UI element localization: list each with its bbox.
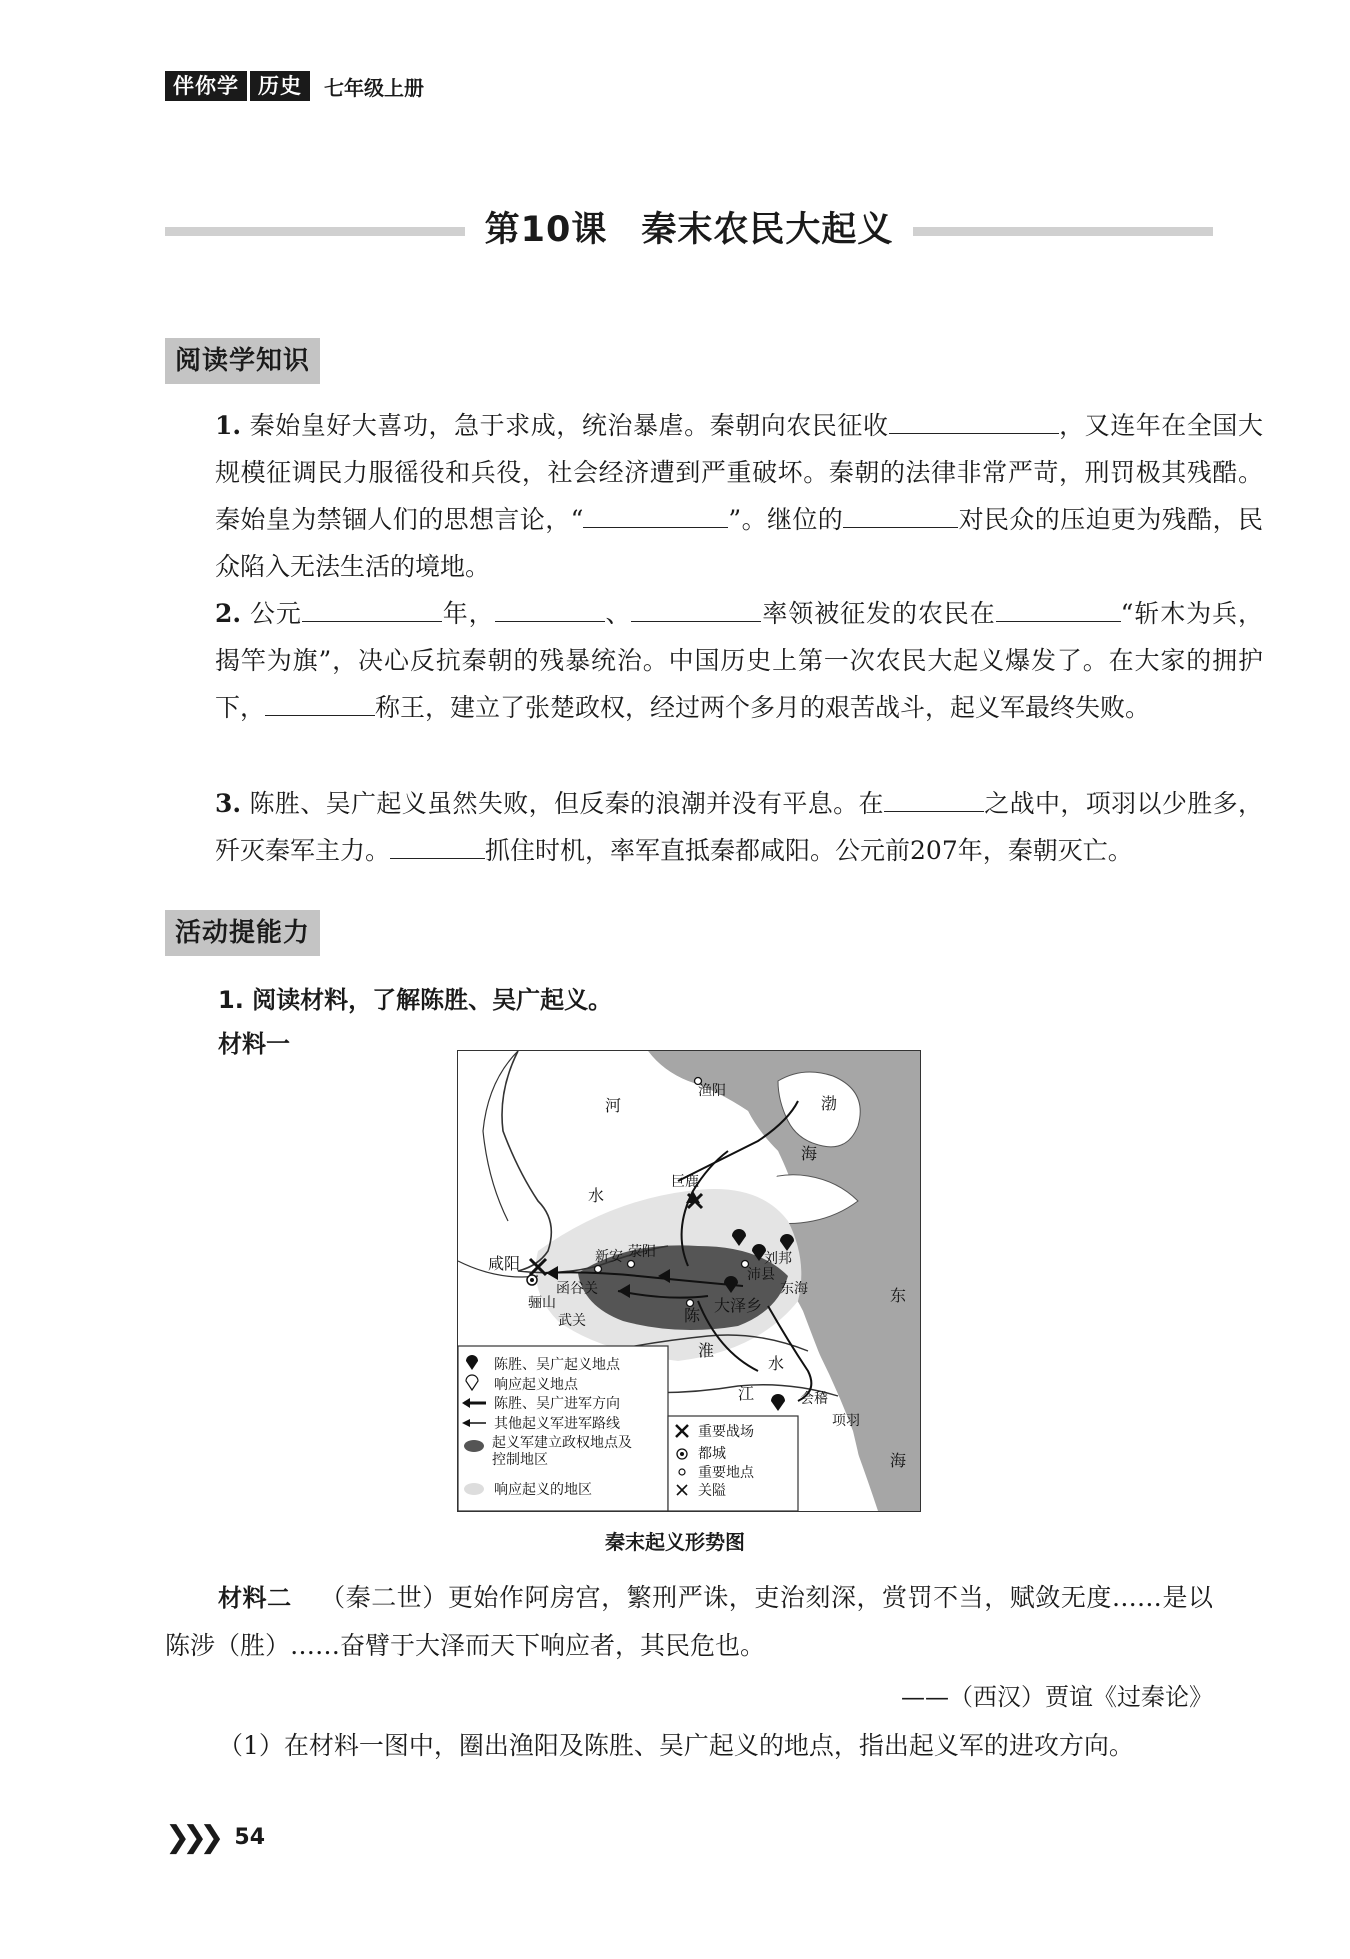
label-shui-2: 水	[768, 1354, 785, 1373]
label-donghai: 东海	[780, 1281, 808, 1297]
activity-q1-title: 1. 阅读材料，了解陈胜、吴广起义。	[218, 986, 613, 1014]
q2-number: 2.	[215, 599, 242, 628]
legend-capital-dot	[680, 1452, 684, 1456]
q1-blank-2[interactable]	[583, 505, 728, 528]
legend2-3: 重要地点	[698, 1465, 754, 1481]
label-yuyang: 渔阳	[698, 1083, 726, 1099]
label-bo: 渤	[821, 1094, 838, 1113]
running-header	[165, 70, 424, 102]
lesson-number: 第10课	[484, 210, 608, 250]
q3-blank-1[interactable]	[884, 789, 984, 812]
legend2-2: 都城	[698, 1446, 726, 1462]
label-lishan: 骊山	[528, 1295, 556, 1311]
label-chen: 陈	[684, 1306, 701, 1325]
legend-4: 其他起义军进军路线	[494, 1416, 620, 1432]
legend2-1: 重要战场	[698, 1424, 754, 1440]
q1-text-d: 对民众的压迫更为残酷，民众陷入无法生活的境地。	[215, 505, 1263, 581]
q1-text-b: ，又连年在全国大规模征调民力服徭役和兵役，社会经济遭到严重破坏。秦朝的法律非常严苛，刑罚极其残酷。秦始皇为禁锢人们的思想言论，“	[215, 411, 1263, 534]
section-activity-header: 活动提能力	[165, 910, 320, 956]
label-xinan: 新安	[595, 1249, 623, 1265]
subject-name: 历史	[250, 71, 310, 101]
uprising-map	[457, 1050, 921, 1512]
lesson-title-row	[165, 205, 1213, 255]
lesson-title	[165, 205, 1213, 255]
map-caption: 秦末起义形势图	[605, 1530, 745, 1554]
q2-text-b: 年，	[441, 599, 495, 628]
grade-label: 七年级上册	[324, 75, 424, 100]
legend-6: 响应起义的地区	[494, 1482, 592, 1498]
lesson-name: 秦末农民大起义	[641, 210, 894, 250]
q3-blank-2[interactable]	[390, 836, 485, 859]
label-hanguguan: 函谷关	[556, 1281, 598, 1297]
q1-text-c: ”。继位的	[728, 505, 844, 534]
q2-text-d: 率领被征发的农民在	[761, 599, 996, 628]
label-shui: 水	[588, 1186, 605, 1205]
label-xingyang: 荥阳	[628, 1244, 656, 1260]
legend-1: 陈胜、吴广起义地点	[494, 1357, 620, 1373]
label-dong: 东	[890, 1286, 907, 1305]
q2-text-c: 、	[604, 599, 632, 628]
question-3	[165, 780, 1263, 874]
q2-text-a: 公元	[249, 599, 302, 628]
q2-blank-2[interactable]	[495, 599, 605, 622]
q1-text-a: 秦始皇好大喜功，急于求成，统治暴虐。秦朝向农民征收	[249, 411, 889, 440]
legend-place-icon	[679, 1469, 685, 1475]
q3-text-c: 抓住时机，率军直抵秦都咸阳。公元前207年，秦朝灭亡。	[485, 836, 1133, 865]
q2-blank-5[interactable]	[265, 693, 375, 716]
q2-text-f: 称王，建立了张楚政权，经过两个多月的艰苦战斗，起义军最终失败。	[375, 693, 1151, 722]
label-hai: 海	[801, 1144, 818, 1163]
q3-text-a: 陈胜、吴广起义虽然失败，但反秦的浪潮并没有平息。在	[249, 789, 884, 818]
q1-blank-1[interactable]	[889, 411, 1059, 434]
book-name: 伴你学	[165, 71, 247, 101]
label-kuaiji: 会稽	[800, 1391, 828, 1407]
label-huai: 淮	[698, 1341, 715, 1360]
legend2-4: 关隘	[698, 1483, 726, 1499]
q2-text-e: “斩木为兵，揭竿为旗”，决心反抗秦朝的残暴统治。中国历史上第一次农民大起义爆发了。在大家的拥护下，	[215, 599, 1263, 722]
legend-3: 陈胜、吴广进军方向	[494, 1396, 620, 1412]
section-reading-header: 阅读学知识	[165, 338, 320, 384]
sub-question-1: （1）在材料一图中，圈出渔阳及陈胜、吴广起义的地点，指出起义军的进攻方向。	[218, 1731, 1134, 1760]
q1-number: 1.	[215, 411, 242, 440]
material-1-label: 材料一	[218, 1030, 290, 1058]
material-2-source: ——（西汉）贾谊《过秦论》	[901, 1683, 1213, 1711]
page-footer	[165, 1820, 265, 1855]
label-he: 河	[605, 1096, 622, 1115]
label-xiangyu: 项羽	[832, 1413, 860, 1429]
map-svg	[458, 1051, 920, 1511]
q2-blank-1[interactable]	[302, 599, 442, 622]
page-number: 54	[234, 1825, 266, 1850]
material-2-text: （秦二世）更始作阿房宫，繁刑严诛，吏治刻深，赏罚不当，赋敛无度……是以陈涉（胜）……奋臂于大泽而天下响应者，其民危也。	[165, 1583, 1213, 1660]
q3-number: 3.	[215, 789, 242, 818]
label-xianyang: 咸阳	[488, 1254, 521, 1273]
material-2-label: 材料二	[218, 1584, 292, 1612]
q2-blank-3[interactable]	[631, 599, 761, 622]
question-2	[165, 590, 1263, 731]
legend-5-wrap	[492, 1435, 632, 1475]
label-jiang: 江	[738, 1384, 755, 1403]
q1-blank-3[interactable]	[843, 505, 958, 528]
legend-2: 响应起义地点	[494, 1377, 578, 1393]
q3-text-b: 之战中，项羽以少胜多，歼灭秦军主力。	[215, 789, 1263, 865]
capital-dot	[530, 1278, 534, 1282]
q2-blank-4[interactable]	[996, 599, 1121, 622]
chevron-icon: ❯❯❯	[165, 1820, 217, 1855]
label-liubang: 刘邦	[764, 1251, 792, 1267]
label-dazexiang: 大泽乡	[714, 1296, 763, 1315]
label-wuguan: 武关	[558, 1313, 586, 1329]
question-1	[165, 402, 1263, 590]
label-hai-2: 海	[890, 1451, 907, 1470]
label-peixian: 沛县	[747, 1267, 775, 1283]
material-2	[165, 1574, 1213, 1669]
label-julu: 巨鹿	[671, 1174, 699, 1190]
legend-5: 起义军建立政权地点及控制地区	[492, 1435, 632, 1468]
